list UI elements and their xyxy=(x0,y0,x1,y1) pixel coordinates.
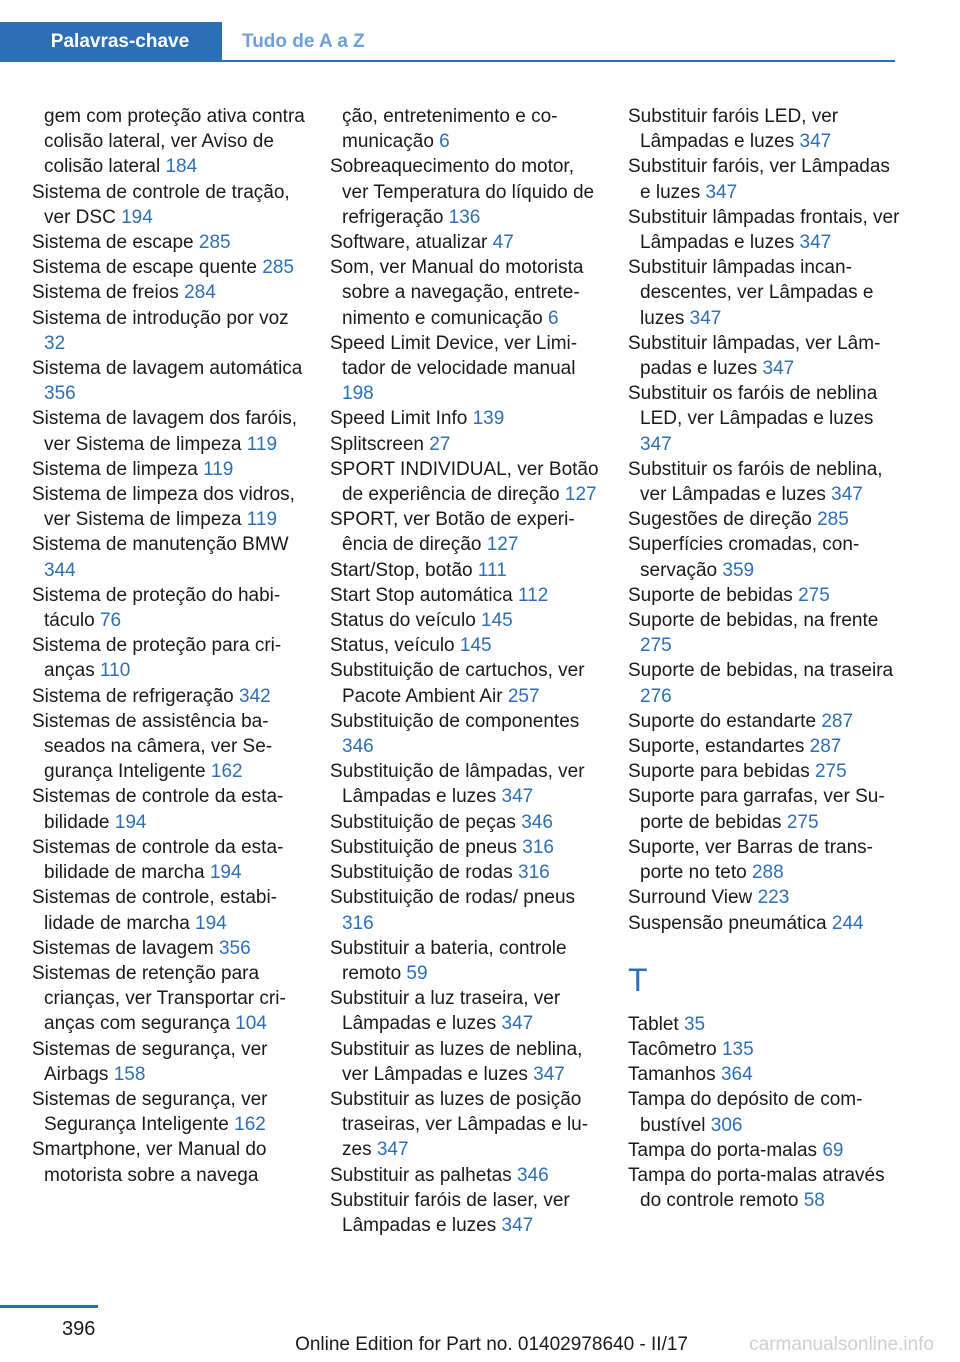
index-entry xyxy=(32,104,307,180)
page-reference-link[interactable]: 346 xyxy=(342,736,374,758)
entry-term: Speed Limit Info xyxy=(330,408,468,430)
index-entry xyxy=(628,104,903,154)
page-reference-link[interactable]: 112 xyxy=(518,584,549,606)
entry-term: SPORT, ver Botão de experiência de direção xyxy=(330,509,575,556)
entry-term: Sistema de escape quente xyxy=(32,257,257,279)
page-reference-link[interactable]: 135 xyxy=(721,1038,754,1060)
index-entry xyxy=(330,255,605,331)
index-entry xyxy=(628,532,903,582)
entry-term: Substituição de componentes xyxy=(330,710,580,732)
page-reference-link[interactable]: 346 xyxy=(516,1164,549,1186)
index-entry xyxy=(330,835,605,860)
page-reference-link[interactable]: 359 xyxy=(722,559,755,581)
entry-term: Suporte para garrafas, ver Suporte de bebidas xyxy=(628,786,885,833)
entry-term: Suporte de bebidas xyxy=(628,584,793,606)
page-reference-link[interactable]: 347 xyxy=(640,433,672,455)
index-entry xyxy=(330,507,605,557)
entry-term: Speed Limit Device, ver Limitador de velocidade manual xyxy=(330,332,578,380)
entry-term: Smartphone, ver Manual do motorista sobre a navega xyxy=(32,1139,267,1186)
page-reference-link[interactable]: 347 xyxy=(501,786,534,808)
page-reference-link[interactable]: 347 xyxy=(501,1214,534,1236)
index-entry xyxy=(330,104,605,154)
page-reference-link[interactable]: 347 xyxy=(799,131,832,153)
entry-term: Substituição de rodas/ pneus xyxy=(330,887,576,909)
index-entry xyxy=(330,1037,605,1087)
entry-term: Substituir a bateria, controle remoto xyxy=(330,937,567,984)
entry-term: Substituir lâmpadas, ver Lâmpadas e luzes xyxy=(628,332,881,380)
footer-rule xyxy=(0,1305,98,1308)
watermark: carmanualsonline.info xyxy=(749,1334,934,1355)
entry-term: Start/Stop, botão xyxy=(330,559,473,581)
page-reference-link[interactable]: 347 xyxy=(689,307,722,329)
page-reference-link[interactable]: 127 xyxy=(564,484,597,506)
index-entry xyxy=(32,1137,307,1187)
index-entry xyxy=(32,583,307,633)
entry-term: Sistemas de lavagem xyxy=(32,937,214,959)
index-entry xyxy=(330,759,605,809)
page-reference-link[interactable]: 275 xyxy=(798,584,830,606)
index-entry xyxy=(330,331,605,407)
entry-term: Start Stop automática xyxy=(330,584,513,606)
index-letter-heading: T xyxy=(628,961,648,998)
page-reference-link[interactable]: 58 xyxy=(803,1190,825,1212)
page-reference-link[interactable]: 347 xyxy=(799,232,832,254)
entry-term: gem com proteção ativa contra colisão lateral, ver Aviso de colisão lateral xyxy=(44,106,305,178)
page-reference-link[interactable]: 347 xyxy=(533,1063,565,1085)
entry-term: Sistema de manutenção BMW xyxy=(32,534,289,556)
index-entry xyxy=(628,759,903,784)
page-reference-link[interactable]: 347 xyxy=(376,1139,409,1161)
entry-term: Substituir faróis LED, ver Lâmpadas e luzes xyxy=(628,106,839,153)
page-reference-link[interactable]: 162 xyxy=(210,761,243,783)
entry-term: SPORT INDIVIDUAL, ver Botão de experiência de direção xyxy=(330,458,599,506)
page-reference-link[interactable]: 194 xyxy=(114,811,147,833)
page-reference-link[interactable]: 306 xyxy=(710,1114,743,1136)
index-entry xyxy=(330,230,605,255)
index-entry xyxy=(32,457,307,482)
page-reference-link[interactable]: 119 xyxy=(203,458,234,480)
page-reference-link[interactable]: 275 xyxy=(786,811,819,833)
page-reference-link[interactable]: 127 xyxy=(486,534,519,556)
page-header xyxy=(0,22,895,62)
entry-term: Sistemas de controle da estabilidade xyxy=(32,786,284,833)
entry-term: Suporte, ver Barras de transporte no teto xyxy=(628,836,873,884)
index-entry xyxy=(628,1012,903,1037)
index-entry xyxy=(330,406,605,431)
page-reference-link[interactable]: 76 xyxy=(99,610,122,632)
entry-term: Tampa do porta-malas através do controle remoto xyxy=(628,1164,885,1212)
page-reference-link[interactable]: 346 xyxy=(521,811,553,833)
entry-term: ção, entretenimento e comunicação xyxy=(342,106,558,153)
index-entry xyxy=(330,860,605,885)
entry-term: Sistema de escape xyxy=(32,232,194,254)
page-reference-link[interactable]: 194 xyxy=(209,862,242,884)
entry-term: Surround View xyxy=(628,887,753,909)
index-entry xyxy=(330,936,605,986)
page-reference-link[interactable]: 287 xyxy=(821,710,854,732)
page-reference-link[interactable]: 257 xyxy=(507,685,540,707)
index-entry xyxy=(628,885,903,910)
page-reference-link[interactable]: 287 xyxy=(809,736,842,758)
entry-term: Tamanhos xyxy=(628,1064,716,1086)
index-entry xyxy=(330,1163,605,1188)
page-reference-link[interactable]: 111 xyxy=(477,559,507,581)
index-entry xyxy=(32,280,307,305)
entry-term: Substituição de cartuchos, ver Pacote Ambient Air xyxy=(330,660,585,707)
page-reference-link[interactable]: 119 xyxy=(246,433,278,455)
entry-term: Substituir as luzes de neblina, ver Lâmpadas e luzes xyxy=(330,1038,583,1085)
index-entry xyxy=(32,835,307,885)
page-reference-link[interactable]: 342 xyxy=(239,685,271,707)
index-entry xyxy=(330,154,605,230)
entry-term: Substituir as luzes de posição traseiras, ver Lâmpadas e luzes xyxy=(330,1088,589,1161)
entry-term: Sistemas de retenção para crianças, ver Transportar crianças com segurança xyxy=(32,962,286,1035)
index-entry xyxy=(32,532,307,582)
index-entry xyxy=(32,180,307,230)
page-reference-link[interactable]: 198 xyxy=(342,383,374,405)
index-entry xyxy=(628,911,903,936)
page-reference-link[interactable]: 347 xyxy=(762,358,795,380)
entry-term: Sistemas de controle, estabilidade de marcha xyxy=(32,887,278,934)
index-entry xyxy=(628,457,903,507)
entry-term: Tampa do porta-malas xyxy=(628,1139,818,1161)
entry-term: Substituição de lâmpadas, ver Lâmpadas e luzes xyxy=(330,761,585,808)
entry-term: Suspensão pneumática xyxy=(628,912,827,934)
page-reference-link[interactable]: 316 xyxy=(342,912,374,934)
entry-term: Suporte do estandarte xyxy=(628,710,817,732)
page-reference-link[interactable]: 344 xyxy=(44,559,76,581)
entry-term: Substituir os faróis de neblina, ver Lâmpadas e luzes xyxy=(628,458,883,506)
index-entry xyxy=(628,154,903,204)
entry-term: Sistema de refrigeração xyxy=(32,685,234,707)
entry-term: Substituição de peças xyxy=(330,811,516,833)
index-entry xyxy=(32,1087,307,1137)
page-reference-link[interactable]: 35 xyxy=(683,1013,706,1035)
page-reference-link[interactable]: 6 xyxy=(439,131,450,153)
entry-term: Tablet xyxy=(628,1013,679,1035)
index-entry xyxy=(32,406,307,456)
index-entry xyxy=(32,684,307,709)
entry-term: Tacômetro xyxy=(628,1038,717,1060)
entry-term: Status do veículo xyxy=(330,610,476,632)
entry-term: Substituir as palhetas xyxy=(330,1164,512,1186)
index-entry xyxy=(628,1163,903,1213)
page-reference-link[interactable]: 119 xyxy=(246,509,278,531)
page-reference-link[interactable]: 47 xyxy=(492,232,514,254)
page-reference-link[interactable]: 356 xyxy=(218,937,251,959)
index-entry xyxy=(330,658,605,708)
entry-term: Sistema de limpeza dos vidros, ver Sistema de limpeza xyxy=(32,484,295,531)
page-reference-link[interactable]: 316 xyxy=(518,862,550,884)
entry-term: Som, ver Manual do motorista sobre a navegação, entretenimento e comunicação xyxy=(330,257,584,329)
page-reference-link[interactable]: 347 xyxy=(501,1013,534,1035)
page-reference-link[interactable]: 27 xyxy=(429,433,451,455)
tab-label: Palavras-chave xyxy=(50,31,190,52)
index-entry xyxy=(628,835,903,885)
index-entry xyxy=(330,583,605,608)
entry-term: Sistemas de segurança, ver Airbags xyxy=(32,1038,268,1085)
index-entry xyxy=(628,381,903,457)
entry-term: Suporte de bebidas, na frente xyxy=(628,610,879,632)
tab-tudo-de-a-a-z[interactable] xyxy=(242,22,365,62)
index-column-3 xyxy=(628,104,903,1213)
entry-term: Sistema de controle de tração, ver DSC xyxy=(32,181,290,228)
page-reference-link[interactable]: 6 xyxy=(547,307,559,329)
index-entry xyxy=(628,709,903,734)
tab-label: Tudo de A a Z xyxy=(242,31,365,52)
page-reference-link[interactable]: 244 xyxy=(831,912,864,934)
entry-term: Substituir faróis, ver Lâmpadas e luzes xyxy=(628,156,890,203)
index-entry xyxy=(628,583,903,608)
entry-term: Sistemas de controle da estabilidade de marcha xyxy=(32,836,284,884)
page-reference-link[interactable]: 285 xyxy=(198,232,231,254)
index-entry xyxy=(330,432,605,457)
index-entry xyxy=(628,1062,903,1087)
entry-term: Suporte, estandartes xyxy=(628,736,805,758)
index-entry xyxy=(32,709,307,785)
entry-term: Substituir a luz traseira, ver Lâmpadas e luzes xyxy=(330,988,561,1035)
index-entry xyxy=(628,1138,903,1163)
page-reference-link[interactable]: 158 xyxy=(113,1063,146,1085)
entry-term: Suporte para bebidas xyxy=(628,761,810,783)
index-entry xyxy=(32,255,307,280)
index-entry xyxy=(628,734,903,759)
page-reference-link[interactable]: 288 xyxy=(751,862,784,884)
entry-term: Software, atualizar xyxy=(330,232,488,254)
index-entry xyxy=(32,482,307,532)
header-rule xyxy=(0,60,895,62)
entry-term: Status, veículo xyxy=(330,635,455,657)
index-column-2 xyxy=(330,104,605,1238)
entry-term: Sistema de proteção do habitáculo xyxy=(32,584,281,632)
page-reference-link[interactable]: 316 xyxy=(522,836,554,858)
index-entry xyxy=(32,306,307,356)
entry-term: Substituir lâmpadas incandescentes, ver Lâmpadas e luzes xyxy=(628,257,874,329)
page-reference-link[interactable]: 285 xyxy=(262,257,294,279)
entry-term: Substituição de rodas xyxy=(330,862,513,884)
entry-term: Substituir os faróis de neblina LED, ver Lâmpadas e luzes xyxy=(628,383,878,430)
edition-note: Online Edition for Part no. 01402978640 - II/17 xyxy=(295,1334,688,1355)
entry-term: Sistema de lavagem dos faróis, ver Sistema de limpeza xyxy=(32,408,298,455)
page-number: 396 xyxy=(62,1318,96,1340)
index-entry xyxy=(628,255,903,331)
entry-term: Sobreaquecimento do motor, ver Temperatura do líquido de refrigeração xyxy=(330,156,595,228)
page-reference-link[interactable]: 347 xyxy=(831,484,863,506)
page-reference-link[interactable]: 69 xyxy=(822,1139,844,1161)
entry-term: Sistema de lavagem automática xyxy=(32,358,303,380)
index-entry xyxy=(330,558,605,583)
page-reference-link[interactable]: 356 xyxy=(44,383,76,405)
page-reference-link[interactable]: 32 xyxy=(44,332,66,354)
page-reference-link[interactable]: 110 xyxy=(99,660,131,682)
entry-term: Tampa do depósito de combustível xyxy=(628,1089,863,1136)
page-reference-link[interactable]: 145 xyxy=(481,610,513,632)
entry-term: Suporte de bebidas, na traseira xyxy=(628,660,894,682)
index-entry xyxy=(628,658,903,708)
index-entry xyxy=(32,936,307,961)
index-entry xyxy=(628,608,903,658)
entry-term: Sistema de introdução por voz xyxy=(32,307,289,329)
index-entry xyxy=(330,608,605,633)
index-entry xyxy=(32,356,307,406)
page-reference-link[interactable]: 59 xyxy=(406,962,428,984)
entry-term: Sistemas de segurança, ver Segurança Inteligente xyxy=(32,1088,268,1136)
entry-term: Sistema de freios xyxy=(32,282,179,304)
index-entry xyxy=(330,633,605,658)
page-reference-link[interactable]: 223 xyxy=(757,887,790,909)
entry-term: Splitscreen xyxy=(330,433,424,455)
index-entry xyxy=(628,784,903,834)
index-entry xyxy=(32,784,307,834)
index-entry xyxy=(330,810,605,835)
index-entry xyxy=(32,885,307,935)
page-reference-link[interactable]: 139 xyxy=(472,408,505,430)
index-entry xyxy=(330,709,605,759)
entry-term: Superfícies cromadas, conservação xyxy=(628,534,860,581)
entry-term: Sistema de proteção para crianças xyxy=(32,635,282,682)
index-entry xyxy=(32,633,307,683)
entry-term: Substituir lâmpadas frontais, ver Lâmpadas e luzes xyxy=(628,206,900,254)
index-column-1 xyxy=(32,104,307,1188)
page-reference-link[interactable]: 104 xyxy=(235,1013,267,1035)
index-entry xyxy=(628,331,903,381)
page-reference-link[interactable]: 276 xyxy=(640,685,672,707)
page-reference-link[interactable]: 145 xyxy=(459,635,492,657)
index-entry xyxy=(628,205,903,255)
index-entry xyxy=(628,1037,903,1062)
index-entry xyxy=(32,230,307,255)
page-reference-link[interactable]: 184 xyxy=(165,156,198,178)
page-reference-link[interactable]: 194 xyxy=(121,206,153,228)
index-entry xyxy=(628,507,903,532)
index-entry xyxy=(628,1087,903,1137)
page-reference-link[interactable]: 162 xyxy=(234,1114,266,1136)
page-reference-link[interactable]: 347 xyxy=(705,181,738,203)
entry-term: Sistemas de assistência baseados na câmera, ver Segurança Inteligente xyxy=(32,710,273,783)
page-reference-link[interactable]: 275 xyxy=(640,635,672,657)
entry-term: Substituir faróis de laser, ver Lâmpadas e luzes xyxy=(330,1189,570,1236)
index-entry xyxy=(32,1037,307,1087)
index-entry xyxy=(330,457,605,507)
index-entry xyxy=(32,961,307,1037)
index-entry xyxy=(330,1087,605,1163)
page-reference-link[interactable]: 275 xyxy=(814,761,847,783)
page-reference-link[interactable]: 136 xyxy=(448,206,481,228)
entry-term: Sugestões de direção xyxy=(628,509,812,531)
index-entry xyxy=(330,885,605,935)
entry-term: Substituição de pneus xyxy=(330,836,517,858)
page-reference-link[interactable]: 364 xyxy=(720,1064,753,1086)
entry-term: Sistema de limpeza xyxy=(32,458,198,480)
index-entry xyxy=(330,986,605,1036)
tab-palavras-chave[interactable] xyxy=(0,22,222,62)
page-reference-link[interactable]: 285 xyxy=(817,509,849,531)
page-reference-link[interactable]: 194 xyxy=(195,912,227,934)
index-entry xyxy=(330,1188,605,1238)
page-reference-link[interactable]: 284 xyxy=(184,282,216,304)
